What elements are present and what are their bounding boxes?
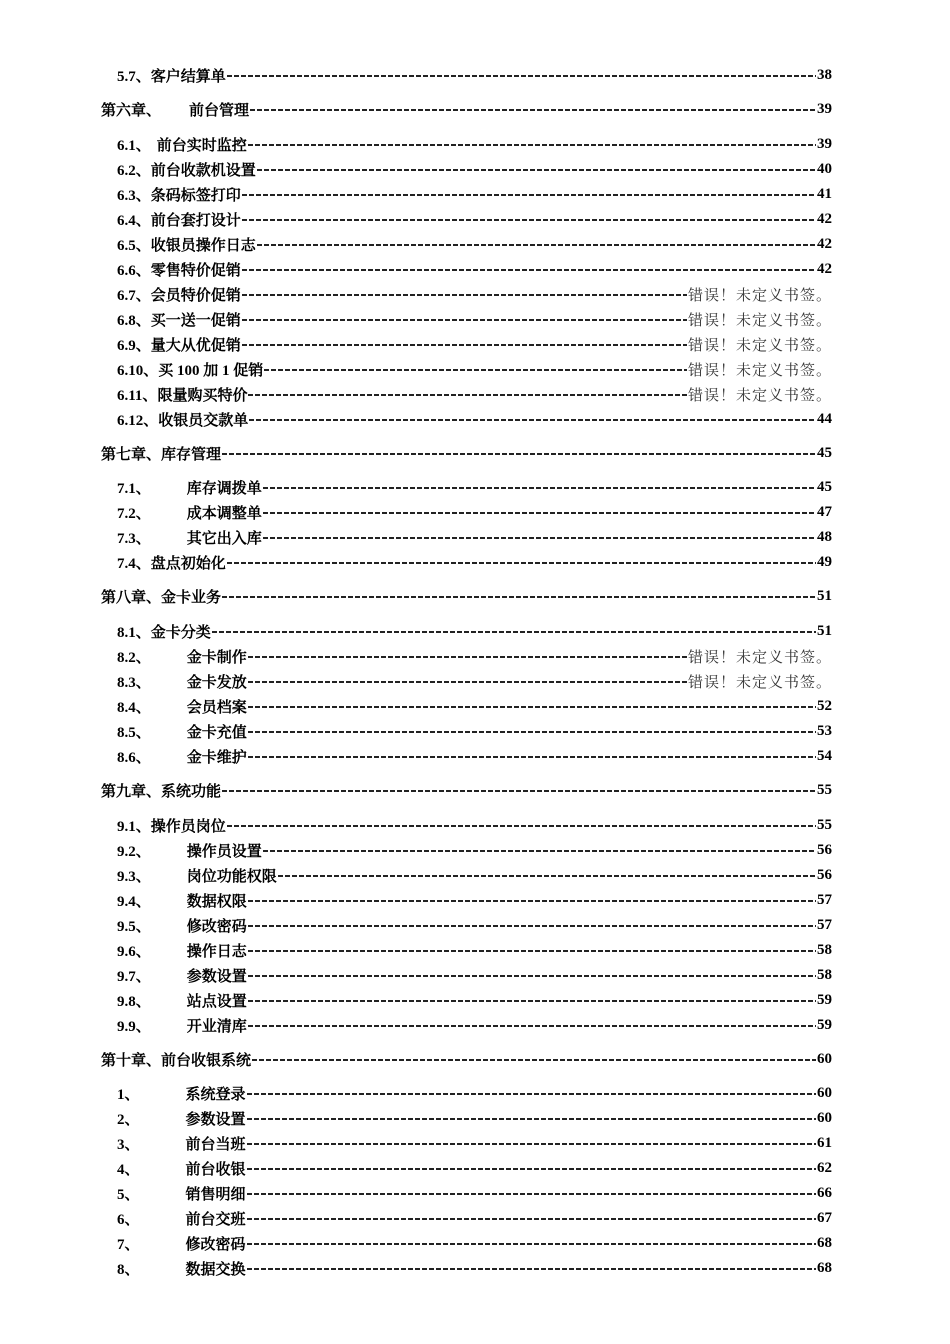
bookmark-error-text: 错误！未定义书签。 xyxy=(687,387,832,404)
toc-title: 收银员操作日志 xyxy=(150,237,256,254)
toc-title: 参数设置 xyxy=(186,968,247,985)
toc-title: 修改密码 xyxy=(185,1236,246,1253)
toc-title: 操作日志 xyxy=(186,943,247,960)
page-number: 59 xyxy=(817,991,832,1008)
toc-number: 6.5、 xyxy=(117,237,151,254)
toc-number: 6.11、 xyxy=(117,387,158,404)
toc-entry[interactable] xyxy=(117,1157,832,1179)
toc-number: 1、 xyxy=(117,1086,140,1103)
toc-entry[interactable] xyxy=(117,889,832,911)
toc-entry[interactable] xyxy=(117,208,832,230)
dot-leader xyxy=(278,875,816,877)
toc-entry[interactable] xyxy=(117,1132,832,1154)
toc-title: 系统登录 xyxy=(185,1086,246,1103)
toc-entry[interactable] xyxy=(117,476,832,498)
toc-title: 金卡发放 xyxy=(186,674,247,691)
toc-number: 8.6、 xyxy=(117,749,151,766)
toc-entry[interactable] xyxy=(117,964,832,986)
dot-leader xyxy=(257,169,816,171)
page-number: 68 xyxy=(817,1234,832,1251)
toc-number: 6.9、 xyxy=(117,337,151,354)
page-number: 58 xyxy=(817,941,832,958)
dot-leader xyxy=(248,1025,816,1027)
dot-leader xyxy=(248,925,816,927)
dot-leader xyxy=(263,850,816,852)
toc-entry[interactable] xyxy=(117,501,832,523)
dot-leader xyxy=(248,144,816,146)
toc-number: 第六章、 xyxy=(101,102,162,119)
page-number: 60 xyxy=(817,1084,832,1101)
dot-leader xyxy=(247,1168,816,1170)
toc-entry[interactable] xyxy=(117,1257,832,1279)
page-number: 59 xyxy=(817,1016,832,1033)
toc-number: 9.3、 xyxy=(117,868,151,885)
toc-chapter[interactable] xyxy=(101,585,832,607)
page-number: 45 xyxy=(817,444,832,461)
toc-entry[interactable] xyxy=(117,1232,832,1254)
toc-title: 客户结算单 xyxy=(150,68,226,85)
dot-leader xyxy=(247,1268,816,1270)
toc-number: 3、 xyxy=(117,1136,140,1153)
toc-number: 8.5、 xyxy=(117,724,151,741)
toc-number: 6.2、 xyxy=(117,162,151,179)
dot-leader xyxy=(248,681,687,683)
toc-entry[interactable] xyxy=(117,1207,832,1229)
dot-leader xyxy=(222,453,816,455)
toc-chapter[interactable] xyxy=(101,1048,832,1070)
bookmark-error-text: 错误！未定义书签。 xyxy=(687,337,832,354)
toc-entry[interactable] xyxy=(117,939,832,961)
dot-leader xyxy=(227,75,816,77)
page-number: 58 xyxy=(817,966,832,983)
page-number: 60 xyxy=(817,1050,832,1067)
toc-title: 收银员交款单 xyxy=(158,412,249,429)
dot-leader xyxy=(248,731,816,733)
dot-leader xyxy=(249,419,816,421)
dot-leader xyxy=(264,369,687,371)
toc-number: 9.7、 xyxy=(117,968,151,985)
toc-number: 4、 xyxy=(117,1161,140,1178)
toc-title: 前台收款机设置 xyxy=(150,162,256,179)
toc-entry[interactable] xyxy=(117,408,832,430)
toc-entry[interactable] xyxy=(117,645,832,667)
toc-entry[interactable] xyxy=(117,720,832,742)
toc-number: 第八章、 xyxy=(101,589,162,606)
toc-number: 7.2、 xyxy=(117,505,151,522)
page-number: 48 xyxy=(817,528,832,545)
dot-leader xyxy=(248,756,816,758)
dot-leader xyxy=(227,562,816,564)
dot-leader xyxy=(242,319,687,321)
dot-leader xyxy=(247,1193,816,1195)
toc-number: 6.6、 xyxy=(117,262,151,279)
toc-title: 前台收银 xyxy=(185,1161,246,1178)
toc-entry[interactable] xyxy=(117,158,832,180)
page-number: 53 xyxy=(817,722,832,739)
toc-entry[interactable] xyxy=(117,183,832,205)
toc-number: 6.12、 xyxy=(117,412,159,429)
page-number: 44 xyxy=(817,410,832,427)
toc-title: 零售特价促销 xyxy=(150,262,241,279)
toc-entry[interactable] xyxy=(117,1014,832,1036)
page-number: 49 xyxy=(817,553,832,570)
dot-leader xyxy=(263,512,816,514)
toc-title: 买 100 加 1 促销 xyxy=(158,362,264,379)
dot-leader xyxy=(222,596,816,598)
toc-number: 7、 xyxy=(117,1236,140,1253)
toc-number: 第十章、 xyxy=(101,1052,162,1069)
page-number: 62 xyxy=(817,1159,832,1176)
toc-title: 盘点初始化 xyxy=(150,555,226,572)
bookmark-error-text: 错误！未定义书签。 xyxy=(687,674,832,691)
page-number: 66 xyxy=(817,1184,832,1201)
toc-number: 9.4、 xyxy=(117,893,151,910)
toc-entry[interactable] xyxy=(117,283,832,305)
page-number: 39 xyxy=(817,100,832,117)
toc-title: 会员特价促销 xyxy=(150,287,241,304)
toc-entry[interactable] xyxy=(117,133,832,155)
page-number: 40 xyxy=(817,160,832,177)
toc-title: 销售明细 xyxy=(185,1186,246,1203)
toc-number: 6.1、 xyxy=(117,137,151,154)
dot-leader xyxy=(248,1000,816,1002)
toc-number: 6.7、 xyxy=(117,287,151,304)
dot-leader xyxy=(242,344,687,346)
dot-leader xyxy=(250,109,816,111)
page-number: 55 xyxy=(817,781,832,798)
toc-chapter[interactable] xyxy=(101,98,832,120)
dot-leader xyxy=(248,975,816,977)
toc-title: 金卡业务 xyxy=(161,589,222,606)
toc-entry[interactable] xyxy=(117,308,832,330)
toc-title: 前台套打设计 xyxy=(150,212,241,229)
toc-title: 条码标签打印 xyxy=(150,187,241,204)
toc-entry[interactable] xyxy=(117,333,832,355)
dot-leader xyxy=(248,950,816,952)
toc-number: 8、 xyxy=(117,1261,140,1278)
toc-title: 操作员设置 xyxy=(186,843,262,860)
toc-number: 5.7、 xyxy=(117,68,151,85)
toc-number: 7.4、 xyxy=(117,555,151,572)
toc-entry[interactable] xyxy=(117,64,832,86)
toc-chapter[interactable] xyxy=(101,779,832,801)
dot-leader xyxy=(247,1143,816,1145)
dot-leader xyxy=(247,1218,816,1220)
page-number: 39 xyxy=(817,135,832,152)
toc-entry[interactable] xyxy=(117,864,832,886)
toc-number: 第七章、 xyxy=(101,446,162,463)
page-number: 57 xyxy=(817,891,832,908)
toc-number: 7.1、 xyxy=(117,480,151,497)
toc-title: 成本调整单 xyxy=(186,505,262,522)
dot-leader xyxy=(242,269,816,271)
dot-leader xyxy=(242,194,816,196)
toc-entry[interactable] xyxy=(117,914,832,936)
dot-leader xyxy=(252,1059,816,1061)
page-number: 51 xyxy=(817,587,832,604)
page-number: 42 xyxy=(817,260,832,277)
page-number: 56 xyxy=(817,841,832,858)
dot-leader xyxy=(263,487,816,489)
toc-number: 6、 xyxy=(117,1211,140,1228)
bookmark-error-text: 错误！未定义书签。 xyxy=(687,312,832,329)
page-number: 51 xyxy=(817,622,832,639)
toc-entry[interactable] xyxy=(117,1082,832,1104)
toc-title: 金卡充值 xyxy=(186,724,247,741)
page-number: 67 xyxy=(817,1209,832,1226)
dot-leader xyxy=(248,656,687,658)
toc-title: 量大从优促销 xyxy=(150,337,241,354)
toc-title: 站点设置 xyxy=(186,993,247,1010)
dot-leader xyxy=(263,537,816,539)
toc-entry[interactable] xyxy=(117,1182,832,1204)
page-number: 60 xyxy=(817,1109,832,1126)
page-number: 45 xyxy=(817,478,832,495)
toc-title: 前台交班 xyxy=(185,1211,246,1228)
page-number: 61 xyxy=(817,1134,832,1151)
dot-leader xyxy=(248,394,687,396)
page-number: 57 xyxy=(817,916,832,933)
toc-number: 9.8、 xyxy=(117,993,151,1010)
toc-entry[interactable] xyxy=(117,814,832,836)
toc-entry[interactable] xyxy=(117,526,832,548)
toc-entry[interactable] xyxy=(117,383,832,405)
dot-leader xyxy=(247,1118,816,1120)
toc-title: 修改密码 xyxy=(186,918,247,935)
dot-leader xyxy=(248,706,816,708)
toc-number: 7.3、 xyxy=(117,530,151,547)
toc-number: 6.4、 xyxy=(117,212,151,229)
toc-title: 金卡分类 xyxy=(150,624,211,641)
toc-title: 其它出入库 xyxy=(186,530,262,547)
toc-number: 9.5、 xyxy=(117,918,151,935)
page-number: 56 xyxy=(817,866,832,883)
toc-title: 前台实时监控 xyxy=(156,137,247,154)
toc-title: 前台收银系统 xyxy=(161,1052,252,1069)
toc-title: 操作员岗位 xyxy=(150,818,226,835)
toc-title: 库存调拨单 xyxy=(186,480,262,497)
toc-number: 5、 xyxy=(117,1186,140,1203)
toc-entry[interactable] xyxy=(117,989,832,1011)
toc-title: 数据权限 xyxy=(186,893,247,910)
toc-number: 8.3、 xyxy=(117,674,151,691)
page-number: 42 xyxy=(817,210,832,227)
page-number: 47 xyxy=(817,503,832,520)
dot-leader xyxy=(248,900,816,902)
dot-leader xyxy=(247,1243,816,1245)
toc-number: 6.10、 xyxy=(117,362,159,379)
toc-title: 系统功能 xyxy=(161,783,222,800)
dot-leader xyxy=(257,244,816,246)
toc-title: 前台管理 xyxy=(189,102,250,119)
page-number: 68 xyxy=(817,1259,832,1276)
toc-title: 会员档案 xyxy=(186,699,247,716)
toc-entry[interactable] xyxy=(117,620,832,642)
page-number: 42 xyxy=(817,235,832,252)
toc-title: 岗位功能权限 xyxy=(186,868,277,885)
dot-leader xyxy=(222,790,816,792)
toc-number: 6.8、 xyxy=(117,312,151,329)
toc-title: 数据交换 xyxy=(185,1261,246,1278)
toc-entry[interactable] xyxy=(117,670,832,692)
dot-leader xyxy=(242,219,816,221)
toc-title: 开业清库 xyxy=(186,1018,247,1035)
toc-entry[interactable] xyxy=(117,1107,832,1129)
page-number: 38 xyxy=(817,66,832,83)
page-number: 55 xyxy=(817,816,832,833)
toc-number: 2、 xyxy=(117,1111,140,1128)
toc-entry[interactable] xyxy=(117,258,832,280)
toc-number: 8.2、 xyxy=(117,649,151,666)
toc-number: 9.1、 xyxy=(117,818,151,835)
toc-title: 限量购买特价 xyxy=(157,387,248,404)
toc-number: 8.4、 xyxy=(117,699,151,716)
toc-title: 参数设置 xyxy=(185,1111,246,1128)
toc-entry[interactable] xyxy=(117,551,832,573)
toc-title: 前台当班 xyxy=(185,1136,246,1153)
toc-number: 9.2、 xyxy=(117,843,151,860)
toc-entry[interactable] xyxy=(117,745,832,767)
toc-number: 9.9、 xyxy=(117,1018,151,1035)
page-number: 41 xyxy=(817,185,832,202)
toc-entry[interactable] xyxy=(117,695,832,717)
toc-number: 第九章、 xyxy=(101,783,162,800)
toc-entry[interactable] xyxy=(117,233,832,255)
dot-leader xyxy=(242,294,687,296)
toc-title: 金卡制作 xyxy=(186,649,247,666)
toc-entry[interactable] xyxy=(117,839,832,861)
bookmark-error-text: 错误！未定义书签。 xyxy=(687,362,832,379)
dot-leader xyxy=(212,631,816,633)
toc-number: 6.3、 xyxy=(117,187,151,204)
dot-leader xyxy=(227,825,816,827)
toc-title: 库存管理 xyxy=(161,446,222,463)
toc-title: 金卡维护 xyxy=(186,749,247,766)
page-number: 54 xyxy=(817,747,832,764)
toc-chapter[interactable] xyxy=(101,442,832,464)
page-number: 52 xyxy=(817,697,832,714)
toc-number: 9.6、 xyxy=(117,943,151,960)
dot-leader xyxy=(247,1093,816,1095)
bookmark-error-text: 错误！未定义书签。 xyxy=(687,287,832,304)
toc-title: 买一送一促销 xyxy=(150,312,241,329)
toc-entry[interactable] xyxy=(117,358,832,380)
toc-number: 8.1、 xyxy=(117,624,151,641)
bookmark-error-text: 错误！未定义书签。 xyxy=(687,649,832,666)
